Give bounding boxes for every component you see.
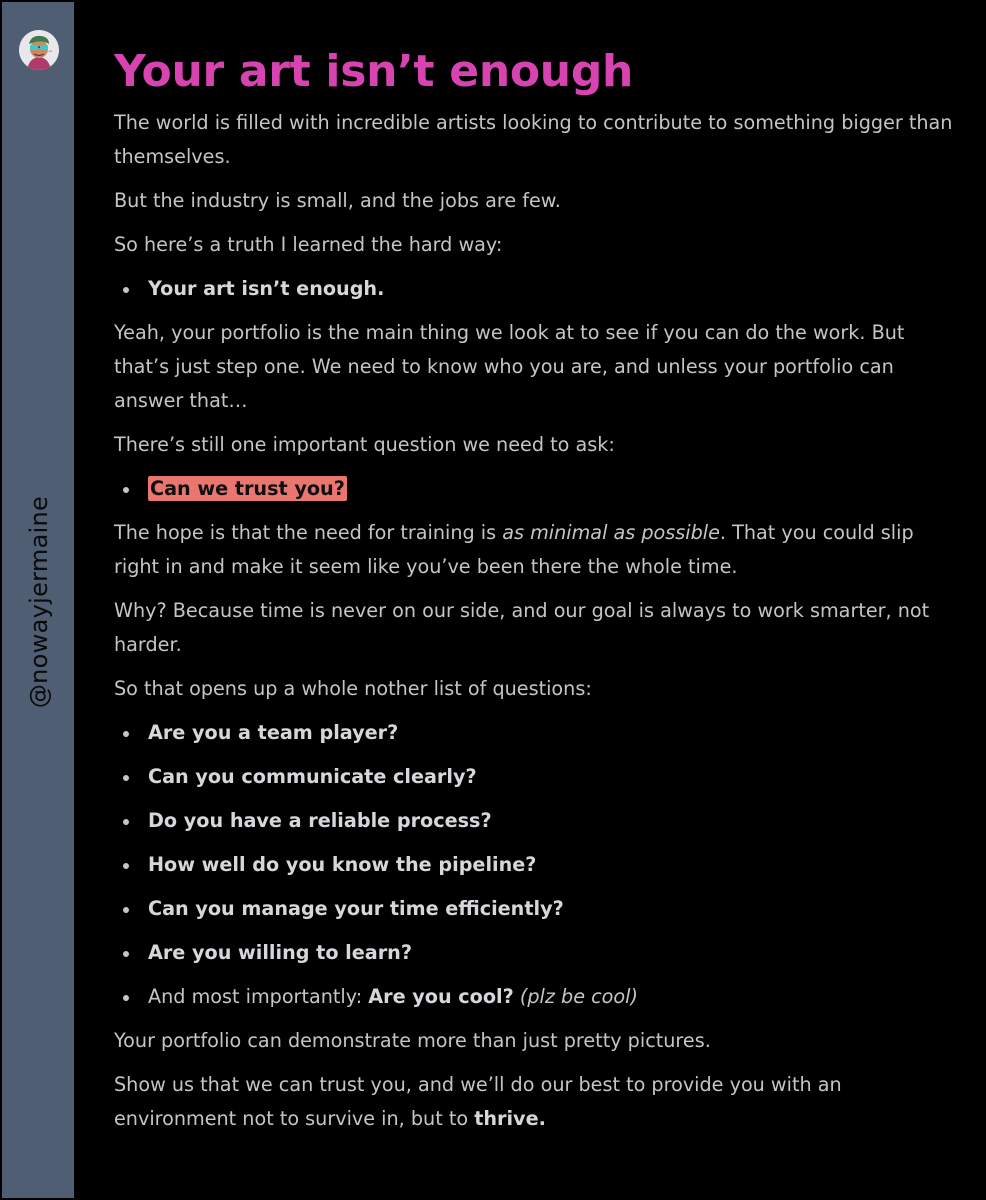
bullet-text: Your art isn’t enough. [148, 277, 385, 300]
text-span: Show us that we can trust you, and we’ll do our best to provide you with an environment not to survive in, but to [114, 1073, 842, 1130]
paragraph-why: Why? Because time is never on our side, and our goal is always to work smarter, not harder. [114, 599, 930, 656]
author-handle: @nowayjermaine [25, 495, 53, 709]
question-text: How well do you know the pipeline? [148, 853, 537, 876]
question-text: Can you communicate clearly? [148, 765, 477, 788]
question-text: Are you cool? [368, 985, 514, 1008]
list-item [114, 980, 954, 1014]
paragraph-question: There’s still one important question we need to ask: [114, 433, 615, 456]
page-title: Your art isn’t enough [114, 46, 634, 97]
list-item [114, 760, 954, 794]
post-content [114, 44, 954, 1146]
text-span: . That you could slip right in and make it seem like you’ve been there the whole time. [114, 521, 914, 578]
list-item [114, 472, 954, 506]
paragraph-intro: The world is filled with incredible artists looking to contribute to something bigger than themselves. [114, 111, 953, 168]
avatar [19, 30, 59, 70]
list-item [114, 936, 954, 970]
thrive-text: thrive. [474, 1107, 546, 1130]
paragraph-industry: But the industry is small, and the jobs are few. [114, 189, 561, 212]
text-span: The hope is that the need for training is [114, 521, 503, 544]
question-text: Are you willing to learn? [148, 941, 412, 964]
cartoon-avatar-icon [19, 30, 59, 70]
paragraph-closing [114, 1068, 954, 1136]
trust-list [114, 472, 954, 506]
aside-text: (plz be cool) [519, 985, 638, 1008]
highlighted-question: Can we trust you? [150, 477, 345, 500]
paragraph-training [114, 516, 954, 584]
question-text: Are you a team player? [148, 721, 399, 744]
question-text: Can you manage your time efficiently? [148, 897, 564, 920]
list-item [114, 848, 954, 882]
list-item [114, 804, 954, 838]
questions-list [114, 716, 954, 1014]
list-item [114, 892, 954, 926]
paragraph-demonstrate: Your portfolio can demonstrate more than just pretty pictures. [114, 1029, 711, 1052]
truth-list [114, 272, 954, 306]
paragraph-list-intro: So that opens up a whole nother list of questions: [114, 677, 592, 700]
question-text: Do you have a reliable process? [148, 809, 492, 832]
list-item [114, 716, 954, 750]
emphasis-text: as minimal as possible [502, 521, 720, 544]
paragraph-truth: So here’s a truth I learned the hard way: [114, 233, 503, 256]
list-item [114, 272, 954, 306]
text-span: And most importantly: [148, 985, 369, 1008]
paragraph-portfolio: Yeah, your portfolio is the main thing we look at to see if you can do the work. But that’s just step one. We need to know who you are, and unless your portfolio can answer that… [114, 321, 905, 412]
sidebar [2, 2, 74, 1198]
